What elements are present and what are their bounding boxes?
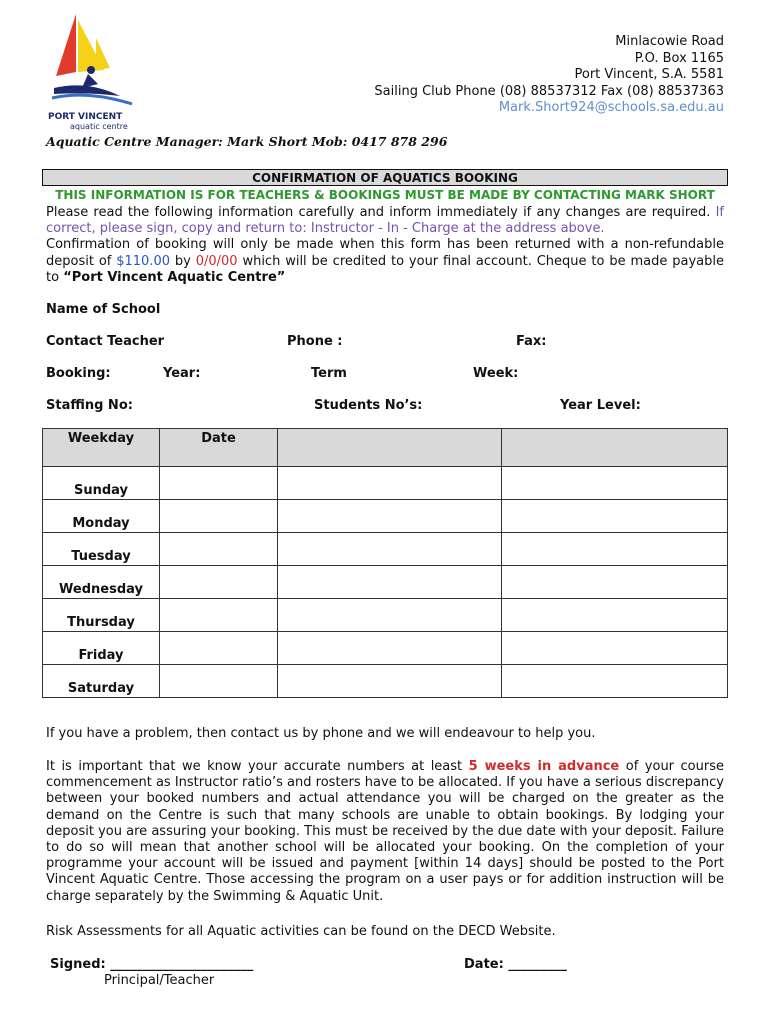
entry-cell[interactable] — [502, 566, 728, 599]
students-label: Students No’s: — [314, 398, 423, 413]
school-name-label: Name of School — [46, 302, 161, 317]
entry-cell[interactable] — [278, 665, 502, 698]
date-cell[interactable] — [160, 500, 278, 533]
entry-cell[interactable] — [502, 500, 728, 533]
intro-highlight: If correct, please sign, copy and return to: Instructor - In - Charge at the address above. — [46, 205, 724, 237]
payee: “Port Vincent Aquatic Centre” — [63, 269, 286, 285]
schedule-table — [42, 428, 728, 698]
teacher-notice: THIS INFORMATION IS FOR TEACHERS & BOOKINGS MUST BE MADE BY CONTACTING MARK SHORT — [55, 188, 715, 202]
fax-label: Fax: — [516, 334, 547, 349]
weekday-cell: Saturday — [43, 665, 160, 698]
year-level-label: Year Level: — [560, 398, 641, 413]
entry-cell[interactable] — [502, 665, 728, 698]
address-line-4: Sailing Club Phone (08) 88537312 Fax (08) 88537363 — [374, 83, 724, 99]
entry-cell[interactable] — [502, 467, 728, 500]
weekday-cell: Monday — [43, 500, 160, 533]
credit-text: which will be credited to your final account. Cheque to be made payable to — [46, 253, 724, 285]
address-block — [374, 34, 724, 117]
entry-cell[interactable] — [278, 467, 502, 500]
table-row — [43, 533, 728, 566]
intro-paragraph — [46, 205, 724, 286]
table-row — [43, 599, 728, 632]
risk-text: Risk Assessments for all Aquatic activities can be found on the DECD Website. — [46, 924, 556, 939]
date-cell[interactable] — [160, 599, 278, 632]
table-row — [43, 500, 728, 533]
table-row — [43, 665, 728, 698]
week-label: Week: — [473, 366, 519, 381]
header-cell — [502, 429, 728, 467]
advance-notice: 5 weeks in advance — [468, 759, 620, 774]
date-line[interactable]: Date: _________ — [464, 957, 567, 972]
entry-cell[interactable] — [502, 632, 728, 665]
contact-teacher-label: Contact Teacher — [46, 334, 165, 349]
signature-role: Principal/Teacher — [104, 973, 215, 988]
entry-cell[interactable] — [278, 566, 502, 599]
important-paragraph — [46, 759, 724, 905]
entry-cell[interactable] — [278, 632, 502, 665]
sailboard-logo-icon — [48, 10, 138, 108]
weekday-cell: Friday — [43, 632, 160, 665]
date-cell[interactable] — [160, 533, 278, 566]
weekday-cell: Wednesday — [43, 566, 160, 599]
date-cell[interactable] — [160, 665, 278, 698]
important-text-start: It is important that we know your accurate numbers at least — [46, 759, 469, 774]
date-cell[interactable] — [160, 467, 278, 500]
entry-cell[interactable] — [278, 500, 502, 533]
header-cell — [278, 429, 502, 467]
weekday-cell: Tuesday — [43, 533, 160, 566]
booking-label: Booking: — [46, 366, 111, 381]
logo-subtitle: aquatic centre — [70, 122, 128, 131]
entry-cell[interactable] — [502, 599, 728, 632]
date-header: Date — [160, 429, 278, 467]
date-cell[interactable] — [160, 566, 278, 599]
entry-cell[interactable] — [278, 533, 502, 566]
email-link[interactable]: Mark.Short924@schools.sa.edu.au — [498, 100, 724, 115]
table-header-row — [43, 429, 728, 467]
due-date: 0/0/00 — [195, 253, 238, 269]
logo — [48, 10, 138, 130]
problem-text: If you have a problem, then contact us by phone and we will endeavour to help you. — [46, 726, 596, 741]
entry-cell[interactable] — [278, 599, 502, 632]
year-label: Year: — [163, 366, 201, 381]
table-row — [43, 467, 728, 500]
confirmation-text: Confirmation of booking will only be made when this form has been returned with a non-refundable deposit of — [46, 237, 724, 269]
table-row — [43, 632, 728, 665]
by-text: by — [170, 253, 196, 269]
table-row — [43, 566, 728, 599]
logo-title: PORT VINCENT — [48, 112, 123, 122]
weekday-cell: Thursday — [43, 599, 160, 632]
important-text-rest: of your course commencement as Instructor ratio’s and rosters have to be allocated. If you have a serious discrepancy between your booked numbers and actual attendance you will be charged on the greater as the demand on the Centre is such that many schools are unable to obtain bookings. By lodging your deposit you are assuring your booking. This must be received by the due date with your deposit. Failure to do so will mean that another school will be allocated your booking. On the completion of your programme your account will be issued and payment [within 14 days] should be posted to the Port Vincent Aquatic Centre. Those accessing the program on a user pays or for addition instruction will be charge separately by the Swimming & Aquatic Unit. — [46, 759, 724, 904]
address-line-2: P.O. Box 1165 — [634, 50, 724, 66]
phone-label: Phone : — [287, 334, 343, 349]
intro-text: Please read the following information carefully and inform immediately if any changes are required. — [46, 205, 711, 220]
signature-line[interactable]: Signed: ______________________ — [50, 957, 254, 972]
deposit-amount: $110.00 — [116, 253, 170, 269]
staffing-label: Staffing No: — [46, 398, 133, 413]
term-label: Term — [311, 366, 347, 381]
entry-cell[interactable] — [502, 533, 728, 566]
address-line-3: Port Vincent, S.A. 5581 — [574, 67, 724, 82]
date-cell[interactable] — [160, 632, 278, 665]
weekday-header: Weekday — [43, 429, 160, 467]
address-line-1: Minlacowie Road — [615, 34, 724, 49]
manager-line: Aquatic Centre Manager: Mark Short Mob: 0417 878 296 — [46, 134, 448, 149]
form-title-banner: CONFIRMATION OF AQUATICS BOOKING — [42, 169, 728, 186]
weekday-cell: Sunday — [43, 467, 160, 500]
